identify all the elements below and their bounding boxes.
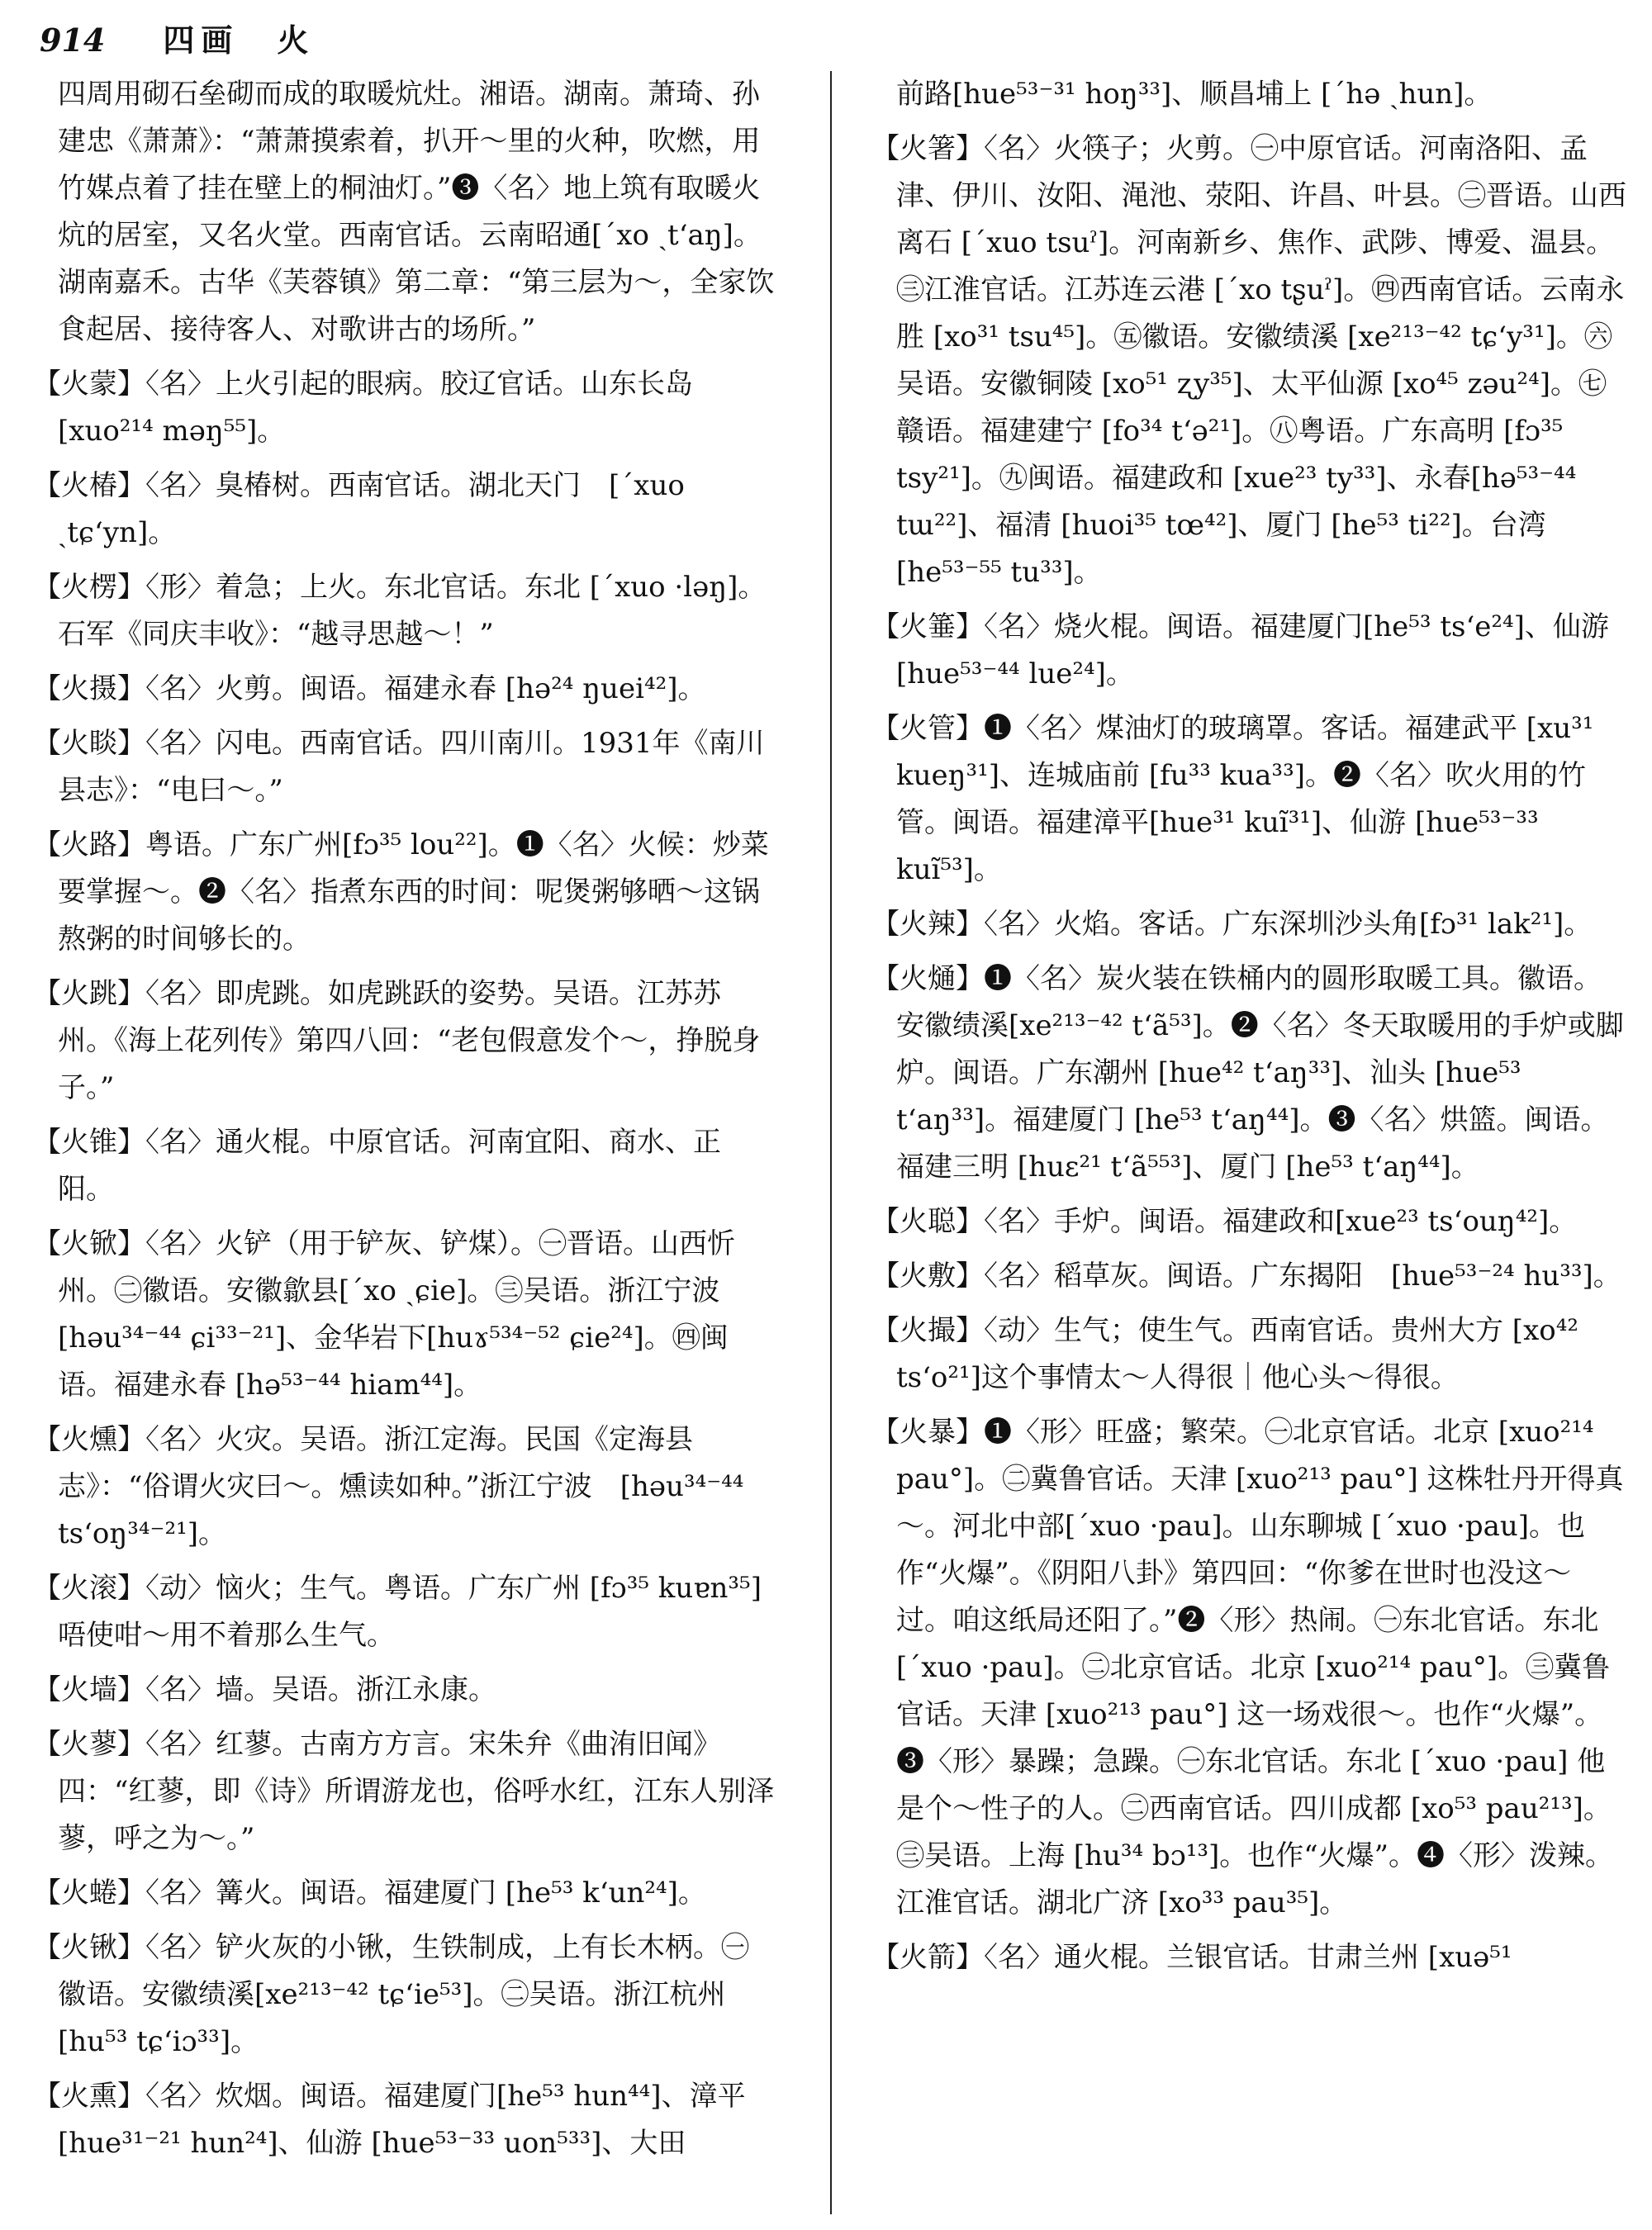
- dictionary-entry: 【火蒙】〈名〉上火引起的眼病。胶辽官话。山东长岛[xuo²¹⁴ məŋ⁵⁵]。: [33, 368, 693, 448]
- dictionary-entry: 【火熏】〈名〉炊烟。闽语。福建厦门[he⁵³ hun⁴⁴]、漳平[hue³¹⁻²¹ hun²⁴]、仙游 [hue⁵³⁻³³ uon⁵³³]、大田: [33, 2080, 746, 2160]
- dictionary-entry: 【火管】❶〈名〉煤油灯的玻璃罩。客话。福建武平 [xu³¹ kueŋ³¹]、连城庙前 [fu³³ kua³³]。❷〈名〉吹火用的竹管。闽语。福建漳平[hue³¹ kuĩ³¹]、仙游 [hue⁵³⁻³³ kuĩ⁵³]。: [871, 712, 1594, 886]
- dictionary-entry: 【火锨】〈名〉火铲（用于铲灰、铲煤）。㊀晋语。山西忻州。㊁徽语。安徽歙县[ˊxo ˏɕie]。㊂吴语。浙江宁波[həu³⁴⁻⁴⁴ ɕi³³⁻²¹]、金华岩下[huɤ⁵³⁴⁻⁵² ɕie²⁴]。㊃闽语。福建永春 [hə⁵³⁻⁴⁴ hiam⁴⁴]。: [33, 1227, 735, 1402]
- dictionary-entry: 【火敷】〈名〉稻草灰。闽语。广东揭阳 [hue⁵³⁻²⁴ hu³³]。: [871, 1260, 1621, 1293]
- dictionary-entry: 【火暴】❶〈形〉旺盛；繁荣。㊀北京官话。北京 [xuo²¹⁴ pau°]。㊁冀鲁官话。天津 [xuo²¹³ pau°] 这株牡丹开得真～。河北中部[ˊxuo ·pau]。山东聊城 [ˊxuo ·pau]。也作“火爆”。《阴阳八卦》第四回：“你爹在世时也没这～过。咱这纸局还阳了。”❷〈形〉热闹。㊀东北官话。东北[ˊxuo ·pau]。㊁北京官话。北京 [xuo²¹⁴ pau°]。㊂冀鲁官话。天津 [xuo²¹³ pau°] 这一场戏很～。也作“火爆”。❸〈形〉暴躁；急躁。㊀东北官话。东北 [ˊxuo ·pau] 他是个～性子的人。㊁西南官话。四川成都 [xo⁵³ pau²¹³]。㊂吴语。上海 [hu³⁴ bɔ¹³]。也作“火爆”。❹〈形〉泼辣。江淮官话。湖北广济 [xo³³ pau³⁵]。: [871, 1416, 1624, 1919]
- running-head: 四画 火: [163, 21, 316, 59]
- dictionary-entry: 【火睒】〈名〉闪电。西南官话。四川南川。1931年《南川县志》：“电曰～。”: [33, 727, 765, 807]
- dictionary-entry: 【火熥】❶〈名〉炭火装在铁桶内的圆形取暖工具。徽语。安徽绩溪[xe²¹³⁻⁴² tʻã⁵³]。❷〈名〉冬天取暖用的手炉或脚炉。闽语。广东潮州 [hue⁴² tʻaŋ³³]、汕头 [hue⁵³ tʻaŋ³³]。福建厦门 [he⁵³ tʻaŋ⁴⁴]。❸〈名〉烘篮。闽语。福建三明 [huɛ²¹ tʻã⁵⁵³]、厦门 [he⁵³ tʻaŋ⁴⁴]。: [871, 962, 1624, 1184]
- dictionary-entry: 【火锹】〈名〉铲火灰的小锹，生铁制成，上有长木柄。㊀徽语。安徽绩溪[xe²¹³⁻⁴² tɕʻie⁵³]。㊁吴语。浙江杭州[hu⁵³ tɕʻiɔ³³]。: [33, 1931, 749, 2058]
- dictionary-entry: 【火箭】〈名〉通火棍。兰银官话。甘肃兰州 [xuə⁵¹: [871, 1941, 1512, 1974]
- page-header: [40, 15, 315, 64]
- page-number: 914: [40, 21, 106, 59]
- dictionary-entry: 【火蓼】〈名〉红蓼。古南方方言。宋朱弁《曲洧旧闻》四：“红蓼，即《诗》所谓游龙也，俗呼水红，江东人别泽蓼，呼之为～。”: [33, 1728, 775, 1855]
- dictionary-entry: 【火箸】〈名〉火筷子；火剪。㊀中原官话。河南洛阳、孟津、伊川、汝阳、渑池、荥阳、许昌、叶县。㊁晋语。山西离石 [ˊxuo tsuˀ]。河南新乡、焦作、武陟、博爱、温县。㊂江淮官话。江苏连云港 [ˊxo tʂuˀ]。㊃西南官话。云南永胜 [xo³¹ tsu⁴⁵]。㊄徽语。安徽绩溪 [xe²¹³⁻⁴² tɕʻy³¹]。㊅吴语。安徽铜陵 [xo⁵¹ ʐy³⁵]、太平仙源 [xo⁴⁵ zəu²⁴]。㊆赣语。福建建宁 [fo³⁴ tʻə²¹]。㊇粤语。广东高明 [fɔ³⁵ tsy²¹]。㊈闽语。福建政和 [xue²³ ty³³]、永春[hə⁵³⁻⁴⁴ tɯ²²]、福清 [huoi³⁵ tœ⁴²]、厦门 [he⁵³ ti²²]。台湾 [he⁵³⁻⁵⁵ tu³³]。: [871, 132, 1626, 589]
- dictionary-entry: 【火锥】〈名〉通火棍。中原官话。河南宜阳、商水、正阳。: [33, 1126, 721, 1206]
- left-column: [33, 71, 776, 2218]
- dictionary-entry: 【火撮】〈动〉生气；使生气。西南官话。贵州大方 [xo⁴² tsʻo²¹]这个事情太～人得很｜他心头～得很。: [871, 1314, 1578, 1394]
- right-column: [871, 71, 1627, 2218]
- entry-continuation: 前路[hue⁵³⁻³¹ hoŋ³³]、顺昌埔上 [ˊhə ˏhun]。: [896, 78, 1493, 111]
- dictionary-entry: 【火摄】〈名〉火剪。闽语。福建永春 [hə²⁴ ŋuei⁴²]。: [33, 672, 706, 705]
- dictionary-entry: 【火辣】〈名〉火焰。客话。广东深圳沙头角[fɔ³¹ lak²¹]。: [871, 908, 1593, 941]
- column-divider: [830, 71, 832, 2214]
- dictionary-entry: 【火滚】〈动〉恼火；生气。粤语。广东广州 [fɔ³⁵ kuɐn³⁵]唔使咁～用不着那么生气。: [33, 1572, 762, 1652]
- dictionary-entry: 【火楞】〈形〉着急；上火。东北官话。东北 [ˊxuo ·ləŋ]。石军《同庆丰收》：“越寻思越～！”: [33, 571, 767, 651]
- dictionary-entry: 【火聪】〈名〉手炉。闽语。福建政和[xue²³ tsʻouŋ⁴²]。: [871, 1205, 1578, 1238]
- dictionary-entry: 【火路】粤语。广东广州[fɔ³⁵ lou²²]。❶〈名〉火候：炒菜要掌握～。❷〈名〉指煮东西的时间：呢煲粥够晒～这锅熬粥的时间够长的。: [33, 828, 769, 956]
- entry-continuation: 四周用砌石垒砌而成的取暖炕灶。湘语。湖南。萧琦、孙建忠《萧萧》：“萧萧摸索着，扒开～里的火种，吹燃，用竹媒点着了挂在壁上的桐油灯。”❸〈名〉地上筑有取暖火炕的居室，又名火堂。西南官话。云南昭通[ˊxo ˏtʻaŋ]。湖南嘉禾。古华《芙蓉镇》第二章：“第三层为～，全家饮食起居、接待客人、对歌讲古的场所。”: [58, 78, 775, 346]
- dictionary-entry: 【火箠】〈名〉烧火棍。闽语。福建厦门[he⁵³ tsʻe²⁴]、仙游 [hue⁵³⁻⁴⁴ lue²⁴]。: [871, 610, 1609, 690]
- dictionary-entry: 【火蜷】〈名〉篝火。闽语。福建厦门 [he⁵³ kʻun²⁴]。: [33, 1877, 706, 1910]
- dictionary-entry: 【火燻】〈名〉火灾。吴语。浙江定海。民国《定海县志》：“俗谓火灾曰～。燻读如种。”浙江宁波 [həu³⁴⁻⁴⁴ tsʻoŋ³⁴⁻²¹]。: [33, 1423, 744, 1550]
- dictionary-entry: 【火跳】〈名〉即虎跳。如虎跳跃的姿势。吴语。江苏苏州。《海上花列传》第四八回：“老包假意发个～，挣脱身子。”: [33, 977, 761, 1104]
- dictionary-entry: 【火椿】〈名〉臭椿树。西南官话。湖北天门 [ˊxuo ˏtɕʻyn]。: [33, 469, 685, 549]
- dictionary-entry: 【火墙】〈名〉墙。吴语。浙江永康。: [33, 1673, 496, 1706]
